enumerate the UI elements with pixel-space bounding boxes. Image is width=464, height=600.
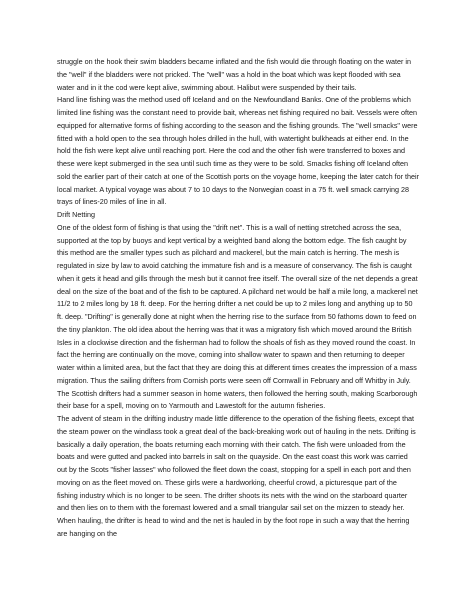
section-heading-drift-netting: Drift Netting <box>57 210 95 219</box>
paragraph-steam-drifting: The advent of steam in the drifting industry made little difference to the operation of the fishing fleets, except that the steam power on the windlass took a great deal of the back-breaking work out of hauling in the nets. Drifting is basically a daily operation, the boats returning each morning with their catch. The fish were unloaded from the boats and were gutted and packed into barrels in salt on the quayside. On the east coast this work was carried out by the Scots "fisher lasses" who followed the fleet down the coast, stopping for a spell in each port and then moving on as the fleet moved on. These girls were a hardworking, cheerful crowd, a picturesque part of the fishing industry which is no longer to be seen. The drifter shoots its nets with the wind on the starboard quarter and then lies on to them with the foremast lowered and a small triangular sail set on the mizzen to steady her. When hauling, the drifter is head to wind and the net is hauled in by the foot rope in such a way that the herring are hanging on the <box>57 414 416 538</box>
document-page <box>57 56 419 541</box>
paragraph-hand-line-fishing: Hand line fishing was the method used off Iceland and on the Newfoundland Banks. One of the problems which limited line fishing was the constant need to provide bait, whereas net fishing required no bait. Vessels were often equipped for alternative forms of fishing according to the season and the fishing grounds. The "well smacks" were fitted with a hold open to the sea through holes drilled in the hull, with watertight bulkheads at either end. In the hold the fish were kept alive until reaching port. Here the cod and the other fish were transferred to boxes and these were kept submerged in the sea until such time as they were to be sold. Smacks fishing off Iceland often sold the earlier part of their catch at one of the Scottish ports on the voyage home, keeping the later catch for their local market. A typical voyage was about 7 to 10 days to the Norwegian coast in a 75 ft. well smack carrying 28 trays of lines-20 miles of line in all. <box>57 95 419 207</box>
paragraph-well-bladders: struggle on the hook their swim bladders became inflated and the fish would die through floating on the water in the "well" if the bladders were not pricked. The "well" was a hold in the boat which was kept flooded with sea water and in it the cod were kept alive, swimming about. Halibut were suspended by their tails. <box>57 57 412 92</box>
paragraph-drift-net: One of the oldest form of fishing is that using the "drift net". This is a wall of netting stretched across the sea, supported at the top by buoys and kept vertical by a weighted band along the bottom edge. The fish caught by this method are the smaller types such as pilchard and mackerel, but the main catch is herring. The mesh is regulated in size by law to avoid catching the immature fish and is a measure of conservancy. The fish is caught when it gets it head and gills through the mesh but it cannot free itself. The overall size of the net depends a great deal on the size of the boat and of the fish to be captured. A pilchard net would be half a mile long, a mackerel net 11/2 to 2 miles long by 18 ft. deep. For the herring drifter a net could be up to 2 miles long and anything up to 50 ft. deep. "Drifting" is generally done at night when the herring rise to the surface from 50 fathoms down to feed on the tiny plankton. The old idea about the herring was that it was a migratory fish which moved around the British Isles in a clockwise direction and the fisherman had to follow the shoals of fish as they moved round the coast. In fact the herring are continually on the move, coming into shallow water to spawn and then returning to deeper water within a limited area, but the fact that they are doing this at different times creates the impression of a mass migration. Thus the sailing drifters from Cornish ports were seen off Cornwall in February and off Whitby in July. The Scottish drifters had a summer season in home waters, then followed the herring south, making Scarborough their base for a spell, moving on to Yarmouth and Lawestoft for the autumn fisheries. <box>57 222 418 411</box>
